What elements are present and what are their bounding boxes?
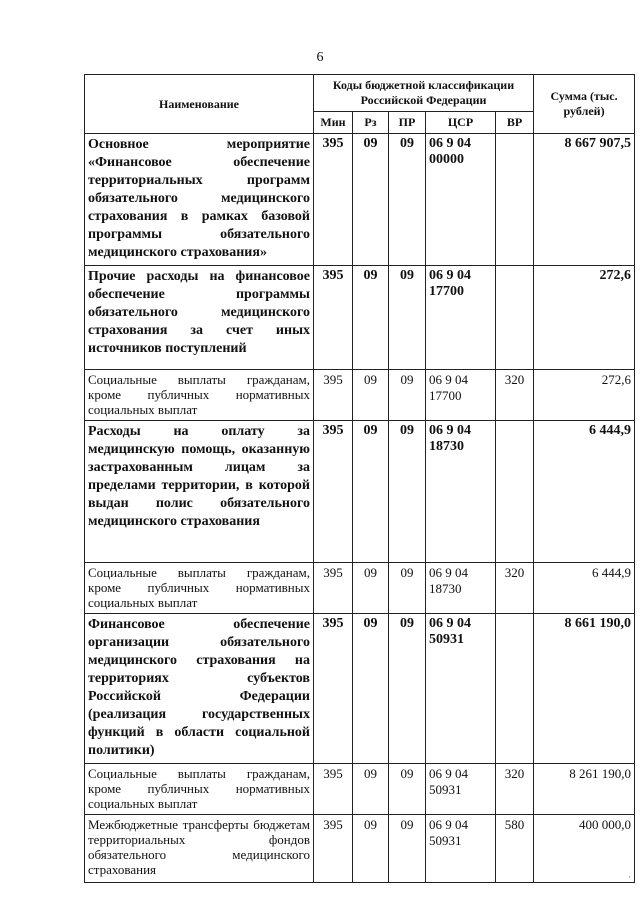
table-row [85,370,635,421]
row-min: 395 [314,614,353,764]
row-csr: 06 9 04 50931 [426,815,496,883]
row-vr: 320 [496,764,534,815]
row-rz: 09 [353,614,389,764]
row-csr: 06 9 04 50931 [426,764,496,815]
header-csr: ЦСР [426,112,496,134]
row-csr: 06 9 04 17700 [426,370,496,421]
row-min: 395 [314,370,353,421]
row-vr [496,266,534,370]
row-csr: 06 9 04 00000 [426,134,496,266]
row-sum: 400 000,0 [534,815,635,883]
row-rz: 09 [353,266,389,370]
header-sum: Сумма (тыс. рублей) [534,75,635,134]
table-row [85,266,635,370]
header-min: Мин [314,112,353,134]
row-pr: 09 [389,563,426,614]
header-vr: ВР [496,112,534,134]
row-sum: 8 661 190,0 [534,614,635,764]
row-csr: 06 9 04 17700 [426,266,496,370]
header-pr: ПР [389,112,426,134]
header-codes: Коды бюджетной классификации Российской Федерации [314,75,534,112]
table-row [85,563,635,614]
row-min: 395 [314,421,353,563]
row-sum: 8 667 907,5 [534,134,635,266]
row-pr: 09 [389,815,426,883]
row-sum: 6 444,9 [534,421,635,563]
row-vr: 320 [496,370,534,421]
row-min: 395 [314,134,353,266]
row-min: 395 [314,815,353,883]
table-row [85,815,635,883]
row-pr: 09 [389,266,426,370]
row-name: Финансовое обеспечение организации обязательного медицинского страхования на территориях субъектов Российской Федерации (реализация государственных функций в области социальной политики) [85,614,314,764]
row-vr [496,134,534,266]
row-name: Межбюджетные трансферты бюджетам территориальных фондов обязательного медицинского страхования [85,815,314,883]
row-csr: 06 9 04 18730 [426,421,496,563]
table-body [85,134,635,883]
scan-speck: · [628,872,631,882]
budget-table [84,74,635,883]
row-rz: 09 [353,764,389,815]
table-header [85,75,635,134]
header-name: Наименование [85,75,314,134]
page-number: 6 [316,50,324,65]
table-row [85,764,635,815]
row-rz: 09 [353,563,389,614]
row-sum: 272,6 [534,370,635,421]
row-name: Социальные выплаты гражданам, кроме публичных нормативных социальных выплат [85,764,314,815]
row-csr: 06 9 04 50931 [426,614,496,764]
row-min: 395 [314,563,353,614]
row-name: Расходы на оплату за медицинскую помощь, оказанную застрахованным лицам за пределами территории, в которой выдан полис обязательного медицинского страхования [85,421,314,563]
row-pr: 09 [389,134,426,266]
row-vr: 320 [496,563,534,614]
table-row [85,421,635,563]
row-min: 395 [314,764,353,815]
row-sum: 8 261 190,0 [534,764,635,815]
table-row [85,134,635,266]
row-csr: 06 9 04 18730 [426,563,496,614]
row-rz: 09 [353,815,389,883]
row-pr: 09 [389,370,426,421]
row-name: Социальные выплаты гражданам, кроме публичных нормативных социальных выплат [85,563,314,614]
row-pr: 09 [389,421,426,563]
row-vr: 580 [496,815,534,883]
row-min: 395 [314,266,353,370]
row-name: Прочие расходы на финансовое обеспечение программы обязательного медицинского страхования за счет иных источников поступлений [85,266,314,370]
row-pr: 09 [389,614,426,764]
row-sum: 6 444,9 [534,563,635,614]
row-vr [496,614,534,764]
row-rz: 09 [353,421,389,563]
row-rz: 09 [353,370,389,421]
row-vr [496,421,534,563]
row-sum: 272,6 [534,266,635,370]
row-name: Основное мероприятие «Финансовое обеспечение территориальных программ обязательного медицинского страхования в рамках базовой программы обязательного медицинского страхования» [85,134,314,266]
row-rz: 09 [353,134,389,266]
row-pr: 09 [389,764,426,815]
header-rz: Рз [353,112,389,134]
table-row [85,614,635,764]
row-name: Социальные выплаты гражданам, кроме публичных нормативных социальных выплат [85,370,314,421]
